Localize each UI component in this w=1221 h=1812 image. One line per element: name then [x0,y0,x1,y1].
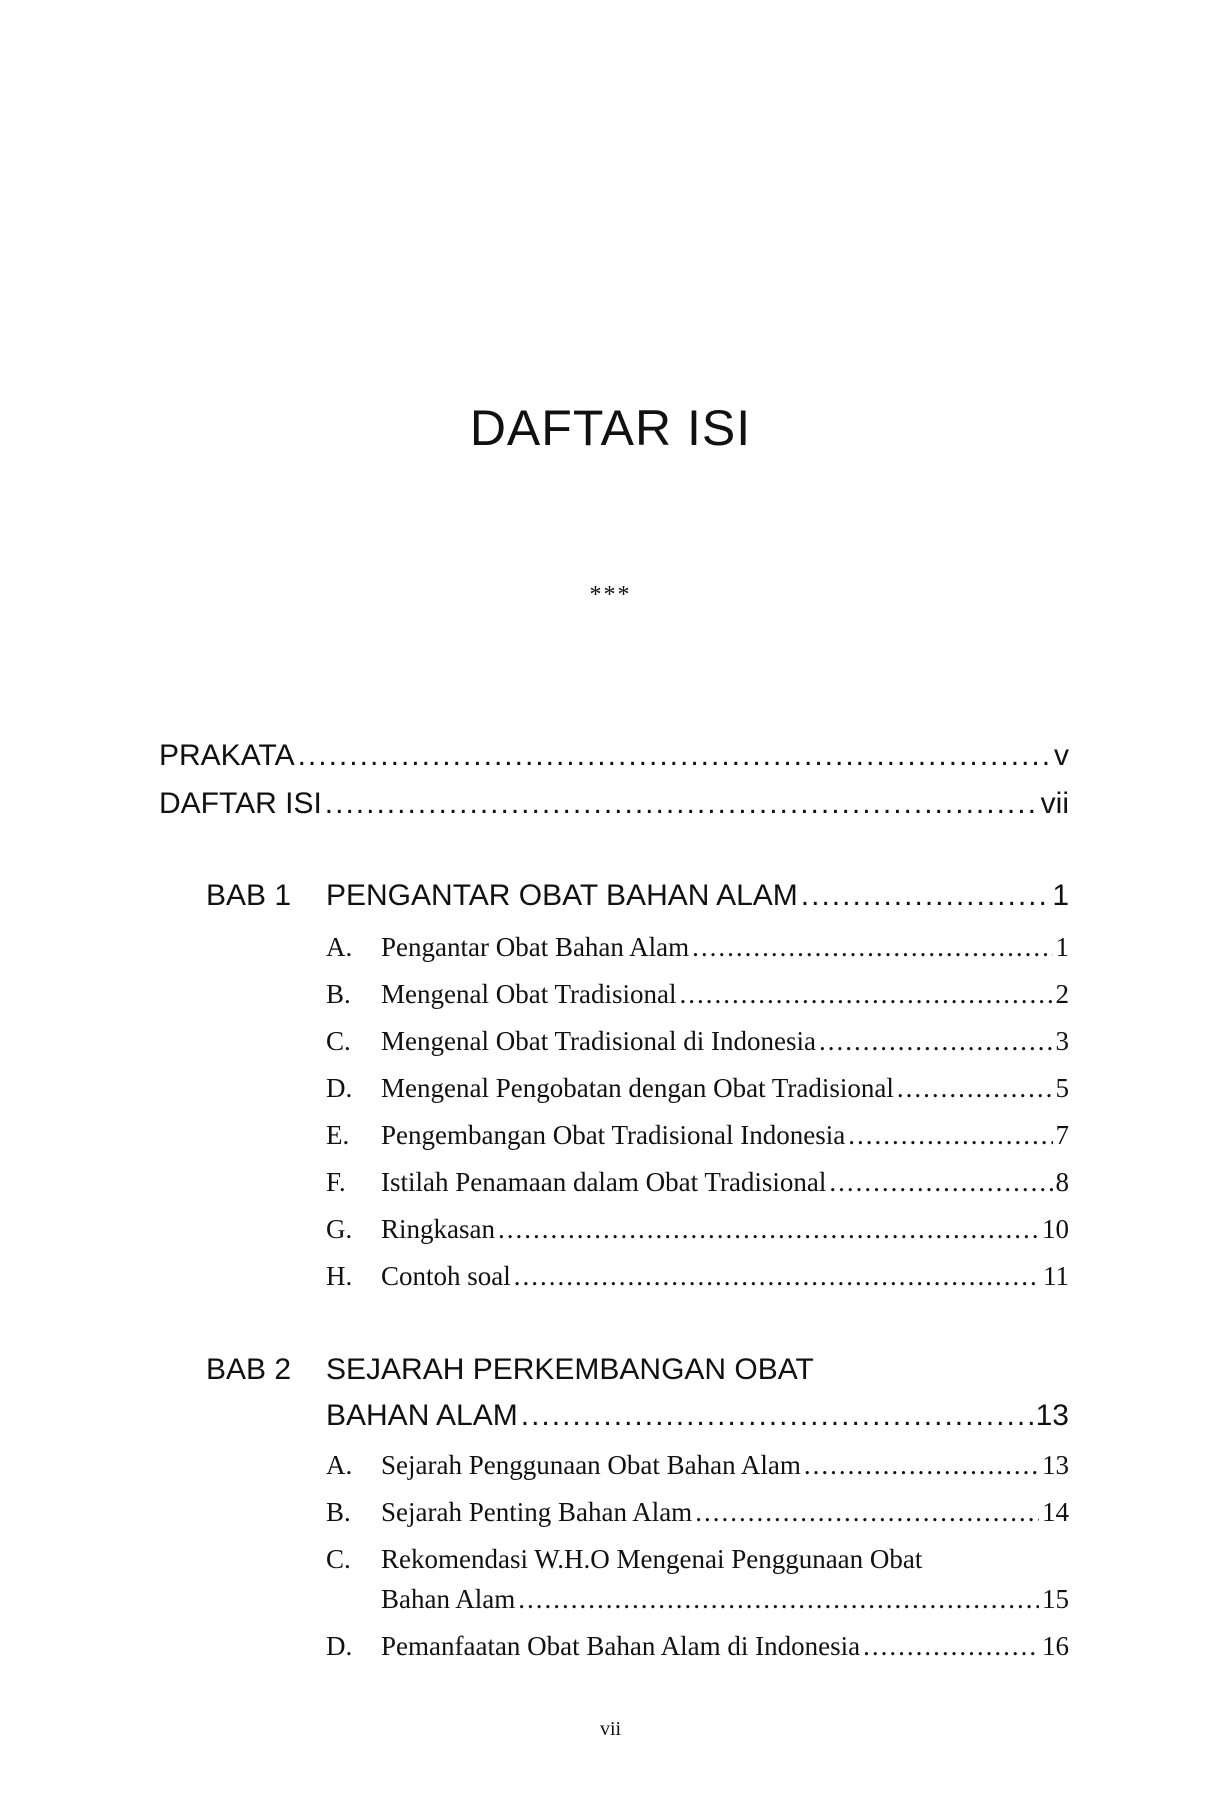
chapter-number: BAB 1 [206,879,292,912]
section-title: Sejarah Penggunaan Obat Bahan Alam [381,1450,801,1480]
section-page: 5 [1055,1073,1069,1103]
section-title: Contoh soal [381,1261,511,1291]
section-letter: E. [326,1120,350,1150]
dot-leader [498,1210,1039,1248]
toc-entry-page: vii [1040,787,1069,820]
chapter-title-line: SEJARAH PERKEMBANGAN OBAT [326,1353,814,1386]
dot-leader [514,1257,1040,1295]
section-page: 1 [1055,932,1069,962]
section-page: 8 [1055,1167,1069,1197]
dot-leader [804,1446,1039,1484]
section-title: Pemanfaatan Obat Bahan Alam di Indonesia [381,1631,861,1661]
toc-section[interactable] [381,1022,1069,1060]
dot-leader [518,1580,1039,1618]
dot-leader [819,1022,1053,1060]
section-title-line: Rekomendasi W.H.O Mengenai Penggunaan Obat [381,1544,923,1574]
toc-section[interactable] [381,1580,1069,1618]
toc-section[interactable] [381,1257,1069,1295]
toc-section[interactable] [381,1069,1069,1107]
section-title: Sejarah Penting Bahan Alam [381,1497,693,1527]
section-title: Bahan Alam [381,1584,516,1614]
section-page: 11 [1043,1261,1069,1291]
toc-section[interactable] [381,928,1069,966]
toc-entry-label: PRAKATA [159,739,295,772]
dot-leader [679,975,1052,1013]
section-letter: C. [326,1544,351,1574]
toc-section[interactable] [381,1627,1069,1665]
section-letter: A. [326,932,353,962]
chapter-page: 13 [1035,1399,1069,1432]
dot-leader [863,1627,1039,1665]
dot-leader [692,928,1052,966]
chapter-title: BAHAN ALAM [326,1399,518,1432]
toc-entry-daftar-isi[interactable] [159,784,1069,824]
chapter-title: PENGANTAR OBAT BAHAN ALAM [326,879,798,912]
section-page: 16 [1042,1631,1069,1661]
dot-leader [521,1396,1033,1436]
section-page: 2 [1055,979,1069,1009]
dot-leader [695,1493,1039,1531]
dot-leader [848,1116,1052,1154]
section-letter: D. [326,1631,353,1661]
toc-section[interactable] [381,975,1069,1013]
section-page: 15 [1042,1584,1069,1614]
section-letter: G. [326,1214,353,1244]
section-page: 3 [1055,1026,1069,1056]
section-letter: B. [326,1497,351,1527]
section-page: 14 [1042,1497,1069,1527]
section-title: Ringkasan [381,1214,495,1244]
toc-chapter-2[interactable] [326,1396,1069,1436]
section-letter: C. [326,1026,351,1056]
dot-leader [829,1163,1052,1201]
chapter-page: 1 [1052,879,1069,912]
section-letter: F. [326,1167,346,1197]
toc-section[interactable] [381,1446,1069,1484]
dot-leader [897,1069,1053,1107]
toc-section[interactable] [381,1210,1069,1248]
section-letter: A. [326,1450,353,1480]
toc-section[interactable] [381,1163,1069,1201]
toc-entry-label: DAFTAR ISI [159,787,322,820]
section-title: Pengembangan Obat Tradisional Indonesia [381,1120,846,1150]
section-letter: B. [326,979,351,1009]
section-page: 10 [1042,1214,1069,1244]
section-title: Mengenal Obat Tradisional [381,979,677,1009]
toc-entry-page: v [1054,739,1069,772]
section-page: 13 [1042,1450,1069,1480]
dot-leader [801,876,1050,916]
toc-entry-prakata[interactable] [159,736,1069,776]
section-letter: H. [326,1261,353,1291]
dot-leader [298,736,1051,776]
section-letter: D. [326,1073,353,1103]
section-page: 7 [1055,1120,1069,1150]
toc-section[interactable] [381,1493,1069,1531]
page-title: DAFTAR ISI [469,400,752,456]
dot-leader [325,784,1038,824]
page-number: vii [599,1718,622,1740]
section-title: Pengantar Obat Bahan Alam [381,932,690,962]
section-title: Mengenal Pengobatan dengan Obat Tradisional [381,1073,894,1103]
ornament-divider: *** [589,582,632,608]
chapter-number: BAB 2 [206,1353,292,1386]
section-title: Mengenal Obat Tradisional di Indonesia [381,1026,816,1056]
toc-section[interactable] [381,1116,1069,1154]
toc-chapter-1[interactable] [326,876,1069,916]
section-title: Istilah Penamaan dalam Obat Tradisional [381,1167,827,1197]
